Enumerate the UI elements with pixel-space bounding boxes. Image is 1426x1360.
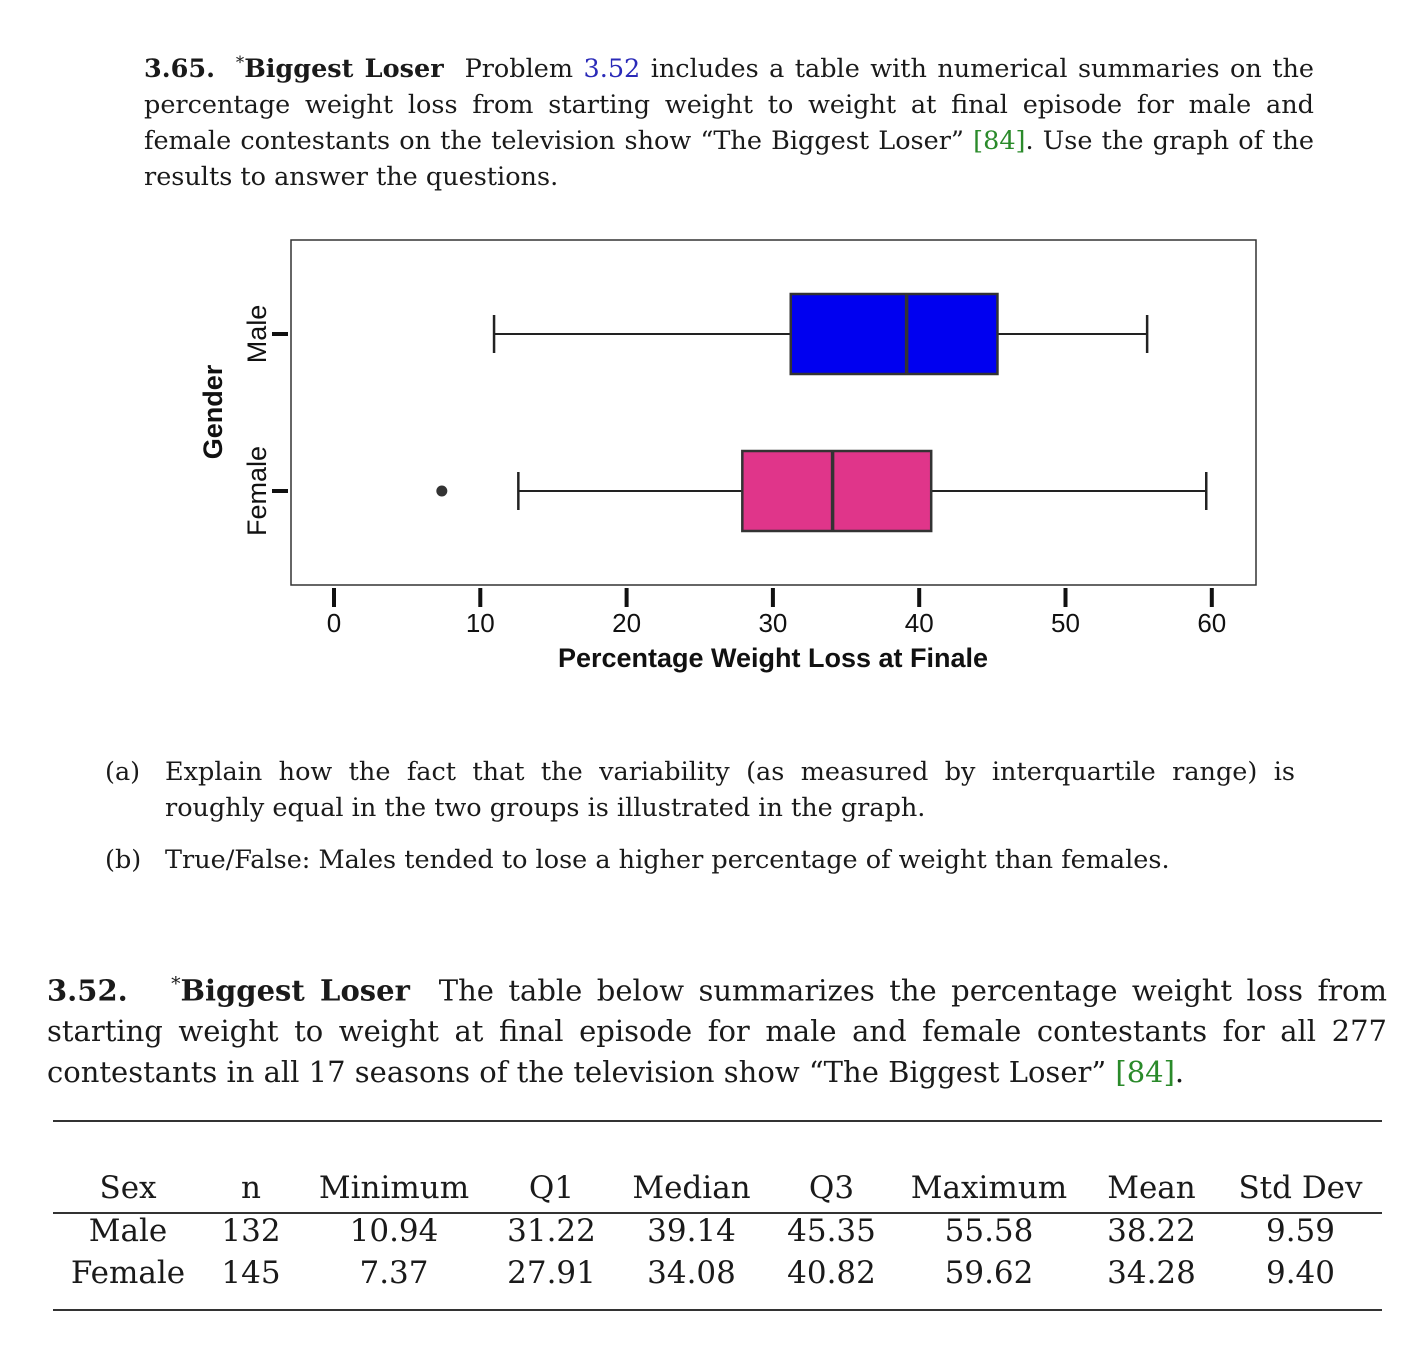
table-top-rule bbox=[53, 1120, 1382, 1122]
question-text: True/False: Males tended to lose a higher percentage of weight than females. bbox=[165, 845, 1170, 875]
table-cell: 39.14 bbox=[647, 1213, 736, 1249]
table-cell: 55.58 bbox=[944, 1213, 1034, 1249]
table-cell: 40.82 bbox=[787, 1255, 876, 1291]
table-cell: 34.28 bbox=[1107, 1255, 1196, 1291]
y-tick-label: Male bbox=[242, 304, 272, 364]
x-tick-label: 0 bbox=[326, 608, 342, 638]
x-tick-label: 10 bbox=[465, 608, 495, 638]
x-tick-label: 20 bbox=[612, 608, 642, 638]
question-item bbox=[105, 842, 1295, 878]
table-cell: 45.35 bbox=[787, 1213, 876, 1249]
problem-text: . bbox=[1174, 1055, 1185, 1090]
x-axis bbox=[327, 588, 1226, 638]
table-cell: 9.59 bbox=[1265, 1213, 1336, 1249]
problem-3-52 bbox=[47, 964, 1387, 1093]
column-header: Q3 bbox=[808, 1170, 855, 1206]
table-cell: 145 bbox=[221, 1255, 281, 1291]
citation-link[interactable]: [84] bbox=[973, 126, 1026, 157]
table-cell: 59.62 bbox=[944, 1255, 1034, 1291]
summary-table bbox=[53, 1166, 1382, 1294]
table-cell: 9.40 bbox=[1265, 1255, 1336, 1291]
table-cell: Female bbox=[70, 1255, 186, 1291]
table-bottom-rule bbox=[53, 1309, 1382, 1311]
column-header: Maximum bbox=[910, 1170, 1068, 1206]
x-tick-label: 40 bbox=[904, 608, 934, 638]
problem-number: 3.52. bbox=[47, 973, 128, 1008]
problem-text: . Use the graph of the results to answer the questions. bbox=[144, 126, 1315, 193]
problem-reference-link[interactable]: 3.52 bbox=[583, 54, 641, 85]
question-text: Explain how the fact that the variability (as measured by interquartile range) is roughly equal in the two groups is illustrated in the graph. bbox=[165, 757, 1295, 823]
table-cell: Male bbox=[88, 1213, 168, 1249]
problem-text: The table below summarizes the percentage weight loss from starting weight to weight at final episode for male and female contestants for all 277 contestants in all 17 seasons of the television show “The Biggest Loser” bbox=[47, 973, 1388, 1090]
x-tick-label: 30 bbox=[758, 608, 788, 638]
column-header: n bbox=[241, 1170, 261, 1206]
column-header: Minimum bbox=[318, 1170, 470, 1206]
table-row bbox=[53, 1252, 1382, 1294]
x-tick-label: 50 bbox=[1051, 608, 1080, 638]
iqr-box bbox=[742, 451, 931, 531]
y-axis bbox=[242, 305, 288, 536]
table-cell: 34.08 bbox=[647, 1255, 736, 1291]
question-label: (a) bbox=[105, 757, 141, 787]
table-cell: 7.37 bbox=[359, 1255, 429, 1291]
table-header-row bbox=[53, 1166, 1382, 1210]
question-label: (b) bbox=[105, 845, 142, 875]
asterisk: * bbox=[235, 53, 245, 72]
table-cell: 31.22 bbox=[507, 1213, 596, 1249]
table-row bbox=[53, 1210, 1382, 1252]
column-header: Median bbox=[632, 1170, 751, 1206]
column-header: Std Dev bbox=[1238, 1170, 1363, 1206]
problem-number: 3.65. bbox=[144, 54, 215, 85]
outlier-point bbox=[436, 486, 447, 497]
citation-link[interactable]: [84] bbox=[1115, 1055, 1175, 1090]
question-item bbox=[105, 754, 1295, 826]
question-list bbox=[105, 754, 1295, 894]
column-header: Q1 bbox=[528, 1170, 575, 1206]
asterisk: * bbox=[171, 974, 181, 995]
y-tick-label: Female bbox=[242, 445, 272, 537]
column-header: Mean bbox=[1107, 1170, 1196, 1206]
problem-text: Problem bbox=[464, 54, 584, 85]
column-header: Sex bbox=[99, 1170, 157, 1206]
y-axis-label: Gender bbox=[198, 364, 228, 460]
iqr-box bbox=[791, 294, 998, 374]
problem-title: Biggest Loser bbox=[180, 973, 410, 1008]
table-cell: 132 bbox=[221, 1213, 281, 1249]
x-axis-label: Percentage Weight Loss at Finale bbox=[557, 643, 989, 673]
table-cell: 38.22 bbox=[1107, 1213, 1196, 1249]
problem-title: Biggest Loser bbox=[244, 54, 444, 85]
table-cell: 10.94 bbox=[349, 1213, 439, 1249]
table-cell: 27.91 bbox=[507, 1255, 596, 1291]
plot-frame bbox=[291, 240, 1256, 585]
problem-text: includes a table with numerical summaries on the percentage weight loss from starting weight to weight at final episode for male and female contestants on the television show “The Biggest Loser” bbox=[144, 54, 1314, 157]
x-tick-label: 60 bbox=[1197, 608, 1227, 638]
